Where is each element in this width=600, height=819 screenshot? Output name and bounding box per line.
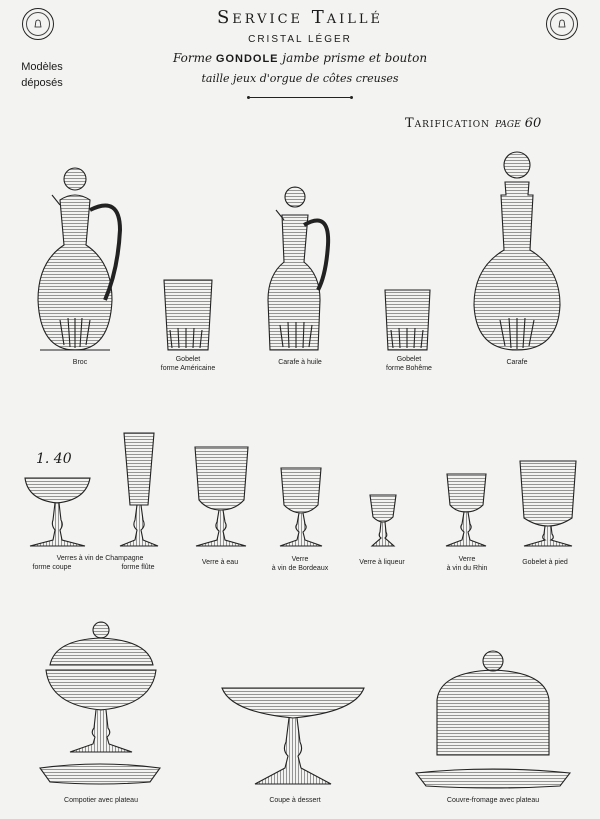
carafe-illustration	[474, 152, 560, 350]
verre-rhin-illustration	[446, 474, 486, 546]
caption-bordeaux-line1: Verre	[291, 556, 309, 563]
tarif-word: Tarification	[405, 116, 491, 131]
verre-eau-illustration	[195, 447, 248, 546]
caption-gobelet-pied: Gobelet à pied	[522, 559, 568, 566]
caption-gobelet-bo-line1: Gobelet	[396, 356, 422, 363]
couvre-fromage-illustration	[416, 651, 570, 788]
caption-couvre-fromage: Couvre-fromage avec plateau	[446, 797, 540, 804]
carafe-huile-illustration	[268, 187, 328, 350]
modeles-line2: déposés	[21, 77, 63, 89]
caption-gobelet-boheme	[378, 355, 440, 373]
tarif-page: page 60	[495, 116, 542, 131]
modeles-line1: Modèles	[21, 61, 63, 73]
caption-rhin	[435, 555, 499, 573]
caption-coupe-dessert: Coupe à dessert	[269, 797, 321, 804]
gobelet-boheme-illustration	[385, 290, 430, 350]
verre-liqueur-illustration	[370, 495, 396, 546]
handwritten-price: 1. 40	[36, 451, 72, 467]
caption-carafe-huile: Carafe à huile	[278, 359, 322, 366]
page-subtitle: CRISTAL LÉGER	[248, 34, 352, 45]
caption-bordeaux-line2: à vin de Bordeaux	[271, 565, 329, 572]
caption-gobelet-americaine	[155, 355, 221, 373]
page-title: Service Taillé	[216, 7, 384, 28]
broc-illustration	[38, 168, 120, 350]
verre-bordeaux-illustration	[280, 468, 322, 546]
caption-carafe: Carafe	[506, 359, 528, 366]
caption-gobelet-am-line1: Gobelet	[175, 356, 201, 363]
forme-name: GONDOLE	[215, 53, 279, 65]
compotier-illustration	[40, 622, 160, 784]
coupe-dessert-illustration	[222, 688, 364, 784]
caption-compotier: Compotier avec plateau	[64, 797, 138, 804]
coupe-champagne-illustration	[25, 478, 90, 546]
caption-champagne-coupe: forme coupe	[32, 564, 72, 571]
forme-prefix: Forme	[172, 51, 213, 65]
gobelet-pied-illustration	[520, 461, 576, 546]
forme-suffix: jambe prisme et bouton	[282, 51, 428, 65]
caption-rhin-line1: Verre	[458, 556, 476, 563]
caption-rhin-line2: à vin du Rhin	[446, 565, 488, 572]
gobelet-americaine-illustration	[164, 280, 212, 350]
caption-bordeaux	[265, 555, 335, 573]
caption-gobelet-bo-line2: forme Bohême	[386, 365, 432, 372]
caption-champagne-flute: forme flûte	[121, 564, 155, 571]
caption-broc: Broc	[72, 359, 88, 366]
caption-champagne: Verres à vin de Champagne	[56, 555, 144, 562]
caption-gobelet-am-line2: forme Américaine	[160, 365, 216, 372]
caption-verre-eau: Verre à eau	[201, 559, 239, 566]
flute-champagne-illustration	[120, 433, 158, 546]
caption-liqueur: Verre à liqueur	[359, 559, 405, 566]
taille-line: taille jeux d'orgue de côtes creuses	[201, 72, 399, 85]
